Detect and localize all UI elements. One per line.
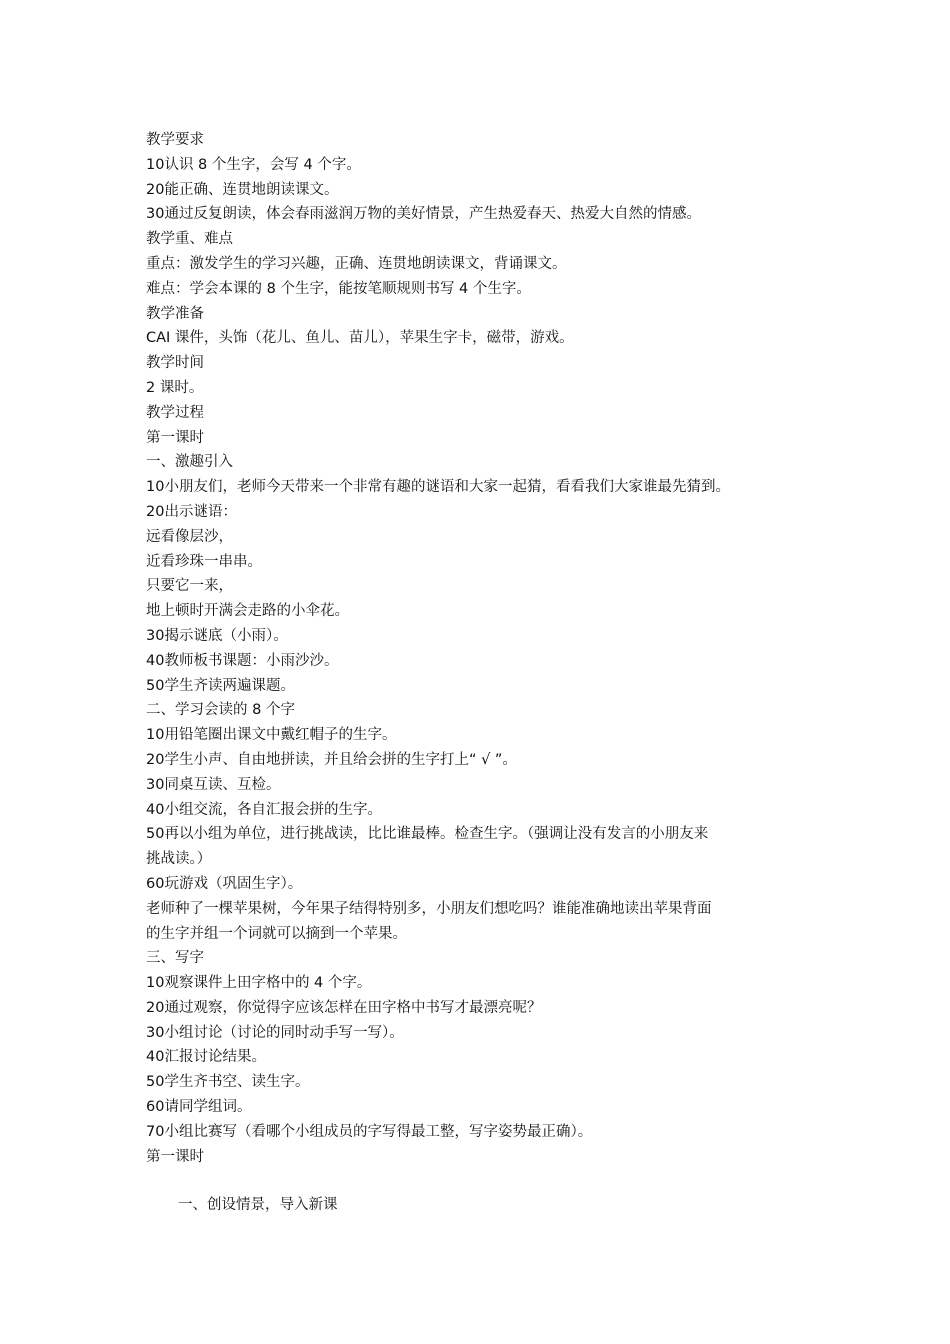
text-line: 50学生齐读两遍课题。 bbox=[146, 677, 295, 694]
text-line: 难点：学会本课的 8 个生字，能按笔顺规则书写 4 个生字。 bbox=[146, 280, 531, 297]
text-line: 10观察课件上田字格中的 4 个字。 bbox=[146, 975, 372, 992]
text-line: 10用铅笔圈出课文中戴红帽子的生字。 bbox=[146, 727, 397, 744]
text-line: 一、激趣引入 bbox=[146, 454, 233, 471]
text-line: 地上顿时开满会走路的小伞花。 bbox=[146, 603, 349, 620]
text-line: 远看像层沙， bbox=[146, 528, 233, 545]
text-line: 30小组讨论（讨论的同时动手写一写）。 bbox=[146, 1024, 404, 1041]
text-line: 30通过反复朗读，体会春雨滋润万物的美好情景，产生热爱春天、热爱大自然的情感。 bbox=[146, 206, 701, 223]
text-line: 60玩游戏（巩固生字）。 bbox=[146, 875, 303, 892]
text-line: 二、学习会读的 8 个字 bbox=[146, 702, 295, 719]
text-line: 50学生齐书空、读生字。 bbox=[146, 1074, 310, 1091]
text-line: 20出示谜语： bbox=[146, 503, 237, 520]
text-line: 教学时间 bbox=[146, 355, 204, 372]
text-line: 30揭示谜底（小雨）。 bbox=[146, 627, 288, 644]
text-line: 20能正确、连贯地朗读课文。 bbox=[146, 181, 339, 198]
section-heading: 一、创设情景，导入新课 bbox=[178, 1197, 338, 1214]
text-line: 三、写字 bbox=[146, 950, 204, 967]
text-line: 40汇报讨论结果。 bbox=[146, 1049, 266, 1066]
text-line: 重点：激发学生的学习兴趣，正确、连贯地朗读课文，背诵课文。 bbox=[146, 255, 567, 272]
document-body bbox=[146, 128, 816, 1218]
text-line: 的生字并组一个词就可以摘到一个苹果。 bbox=[146, 925, 407, 942]
text-line: 第一课时 bbox=[146, 429, 204, 446]
text-line: 20通过观察，你觉得字应该怎样在田字格中书写才最漂亮呢？ bbox=[146, 999, 542, 1016]
text-line: 70小组比赛写（看哪个小组成员的字写得最工整，写字姿势最正确）。 bbox=[146, 1123, 593, 1140]
text-line: 第一课时 bbox=[146, 1148, 204, 1165]
text-line: 20学生小声、自由地拼读，并且给会拼的生字打上“ √ ”。 bbox=[146, 751, 517, 768]
text-line: CAI 课件，头饰（花儿、鱼儿、苗儿），苹果生字卡，磁带，游戏。 bbox=[146, 330, 574, 347]
text-line: 挑战读。） bbox=[146, 851, 212, 868]
text-line: 60请同学组词。 bbox=[146, 1099, 252, 1116]
text-line: 只要它一来， bbox=[146, 578, 233, 595]
text-line: 30同桌互读、互检。 bbox=[146, 776, 281, 793]
text-line: 10认识 8 个生字，会写 4 个字。 bbox=[146, 156, 361, 173]
text-line: 50再以小组为单位，进行挑战读，比比谁最棒。检查生字。（强调让没有发言的小朋友来 bbox=[146, 826, 709, 843]
text-line: 40小组交流，各自汇报会拼的生字。 bbox=[146, 801, 382, 818]
text-line: 教学过程 bbox=[146, 404, 204, 421]
text-line: 教学要求 bbox=[146, 132, 204, 148]
text-line: 教学准备 bbox=[146, 305, 204, 322]
text-line: 老师种了一棵苹果树，今年果子结得特别多，小朋友们想吃吗？谁能准确地读出苹果背面 bbox=[146, 900, 712, 917]
text-line: 教学重、难点 bbox=[146, 231, 233, 248]
text-line: 2 课时。 bbox=[146, 379, 204, 396]
text-line: 近看珍珠一串串。 bbox=[146, 553, 262, 570]
text-line: 40教师板书课题：小雨沙沙。 bbox=[146, 652, 339, 669]
text-line: 10小朋友们，老师今天带来一个非常有趣的谜语和大家一起猜，看看我们大家谁最先猜到。 bbox=[146, 479, 730, 496]
